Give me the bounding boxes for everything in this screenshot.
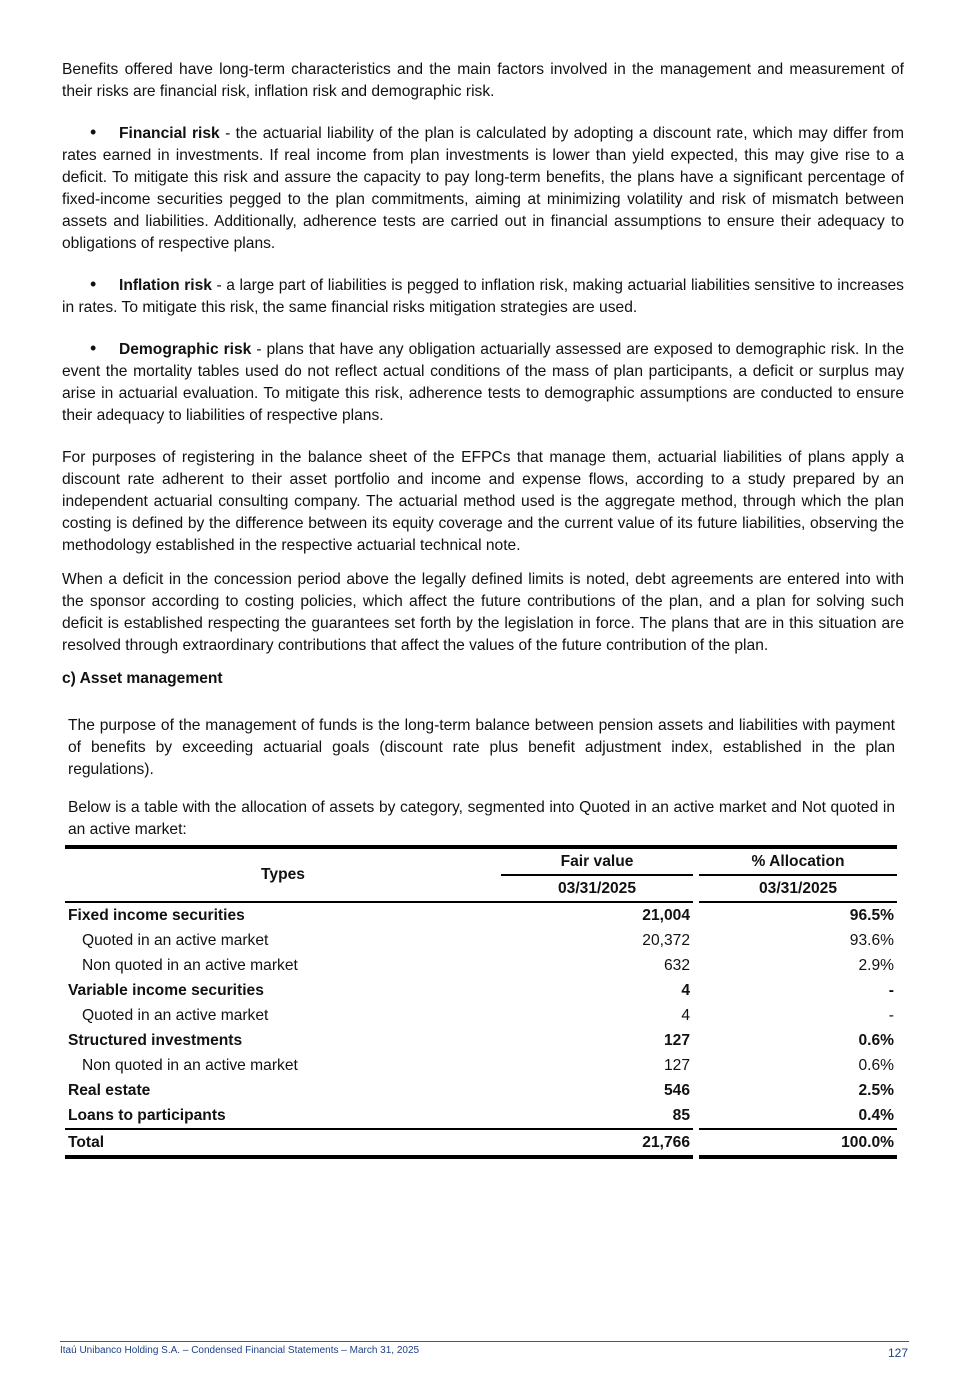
bullet-icon: • bbox=[90, 338, 97, 358]
table-row bbox=[65, 1103, 897, 1128]
bullet-text: - a large part of liabilities is pegged to inflation risk, making actuarial liabilities sensitive to bbox=[211, 277, 833, 294]
table-row bbox=[65, 1078, 897, 1103]
header-fair-value: Fair value bbox=[501, 845, 693, 874]
bullet-demographic-risk bbox=[62, 339, 904, 427]
header-allocation: % Allocation bbox=[699, 845, 897, 874]
bullet-text: In the event the mortality tables used do not reflect actual conditions of the mass of plan participants, a deficit or surplus may arise in actuarial evaluation. To mitigate this risk, adherence tests to demographic assumptions are conducted to ensure their adequacy to liabilities of respective plans. bbox=[62, 341, 904, 424]
row-pct: 2.9% bbox=[858, 956, 894, 974]
total-value: 21,766 bbox=[501, 1128, 693, 1159]
bullet-title: Financial risk bbox=[119, 125, 220, 142]
table-total-row bbox=[65, 1128, 897, 1159]
row-label: Fixed income securities bbox=[68, 906, 245, 924]
bullet-title: Inflation risk bbox=[119, 277, 212, 294]
table-intro-paragraph: Below is a table with the allocation of assets by category, segmented into Quoted in an active market and Not quoted in an active market: bbox=[68, 799, 895, 838]
header-date-allocation: 03/31/2025 bbox=[699, 874, 897, 903]
row-pct: 93.6% bbox=[849, 931, 894, 949]
row-value: 85 bbox=[672, 1106, 690, 1124]
row-value: 546 bbox=[663, 1081, 690, 1099]
row-label: Quoted in an active market bbox=[82, 1006, 269, 1024]
deficit-paragraph: When a deficit in the concession period above the legally defined limits is noted, debt agreements are entered into with the sponsor according to costing policies, which affect the future contributions of the plan, and a plan for solving such deficit is established respecting the guarantees set forth by the legislation in force. The plans that are in this situation are resolved through extraordinary contributions that affect the values of the future contribution of the plan. bbox=[62, 571, 904, 654]
row-label: Real estate bbox=[68, 1081, 151, 1099]
row-pct: - bbox=[888, 1006, 894, 1024]
table-row bbox=[65, 978, 897, 1003]
purpose-paragraph: The purpose of the management of funds is the long-term balance between pension assets and liabilities with payment of benefits by exceeding actuarial goals (discount rate plus benefit adjustment index, established in the plan regulations). bbox=[68, 717, 895, 778]
bullet-text: - plans that have any obligation actuarially assessed are exposed to demographic risk. bbox=[251, 341, 860, 358]
page-number: 127 bbox=[887, 1346, 908, 1360]
table-row bbox=[65, 903, 897, 928]
row-pct: 96.5% bbox=[849, 906, 894, 924]
table-row bbox=[65, 1003, 897, 1028]
page-content bbox=[62, 59, 904, 1159]
header-types: Types bbox=[65, 845, 501, 903]
row-pct: 2.5% bbox=[858, 1081, 894, 1099]
row-label: Quoted in an active market bbox=[82, 931, 269, 949]
table-row bbox=[65, 953, 897, 978]
row-value: 4 bbox=[681, 1006, 690, 1024]
row-label: Non quoted in an active market bbox=[82, 1056, 298, 1074]
row-pct: - bbox=[888, 981, 894, 999]
table-header-row bbox=[65, 845, 897, 874]
row-label: Variable income securities bbox=[68, 981, 264, 999]
asset-allocation-table bbox=[65, 845, 897, 1159]
row-label: Structured investments bbox=[68, 1031, 243, 1049]
table-row bbox=[65, 928, 897, 953]
header-date-fair-value: 03/31/2025 bbox=[501, 874, 693, 903]
intro-paragraph: Benefits offered have long-term characteristics and the main factors involved in the management and measurement of their risks are financial risk, inflation risk and demographic risk. bbox=[62, 61, 904, 100]
row-label: Loans to participants bbox=[68, 1106, 226, 1124]
row-pct: 0.6% bbox=[858, 1056, 894, 1074]
bullet-text: from rates earned in investments. If real income from plan investments is lower than yield expected, this may give rise to a deficit. To mitigate this risk and assure the capacity to pay long-term benefits, the plans have a significant percentage of fixed-income securities pegged to the plan commitments, aiming at minimizing volatility and risk of mismatch between assets and liabilities. Additionally, adherence tests are carried out in financial assumptions to ensure their adequacy to obligations of respective plans. bbox=[62, 125, 904, 252]
row-value: 4 bbox=[681, 981, 690, 999]
bullet-title: Demographic risk bbox=[119, 341, 252, 358]
row-pct: 0.4% bbox=[858, 1106, 894, 1124]
row-pct: 0.6% bbox=[858, 1031, 894, 1049]
row-value: 21,004 bbox=[642, 906, 690, 924]
table-row bbox=[65, 1028, 897, 1053]
total-label: Total bbox=[65, 1128, 501, 1159]
footer-divider bbox=[60, 1341, 909, 1342]
row-value: 127 bbox=[663, 1056, 690, 1074]
row-value: 632 bbox=[663, 956, 690, 974]
section-heading: c) Asset management bbox=[62, 670, 223, 687]
bullet-icon: • bbox=[90, 274, 97, 294]
row-value: 20,372 bbox=[642, 931, 690, 949]
efpc-paragraph: For purposes of registering in the balance sheet of the EFPCs that manage them, actuarial liabilities of plans apply a discount rate adherent to their asset portfolio and income and expense flows, according to a study prepared by an independent actuarial consulting company. The actuarial method used is the aggregate method, through which the plan costing is defined by the difference between its equity coverage and the current value of its future liabilities, observing the methodology established in the respective actuarial technical note. bbox=[62, 449, 904, 554]
bullet-text: - the actuarial liability of the plan is calculated by adopting a discount rate, which may differ bbox=[219, 125, 868, 142]
row-label: Non quoted in an active market bbox=[82, 956, 298, 974]
bullet-text: increases in rates. To mitigate this risk, the same financial risks mitigation strategies are used. bbox=[62, 277, 904, 316]
footer-text: Itaú Unibanco Holding S.A. – Condensed Financial Statements – March 31, 2025 bbox=[60, 1345, 420, 1356]
row-value: 127 bbox=[663, 1031, 690, 1049]
bullet-financial-risk bbox=[62, 123, 904, 255]
total-pct: 100.0% bbox=[699, 1128, 897, 1159]
bullet-inflation-risk bbox=[62, 275, 904, 319]
table-row bbox=[65, 1053, 897, 1078]
bullet-icon: • bbox=[90, 122, 97, 142]
